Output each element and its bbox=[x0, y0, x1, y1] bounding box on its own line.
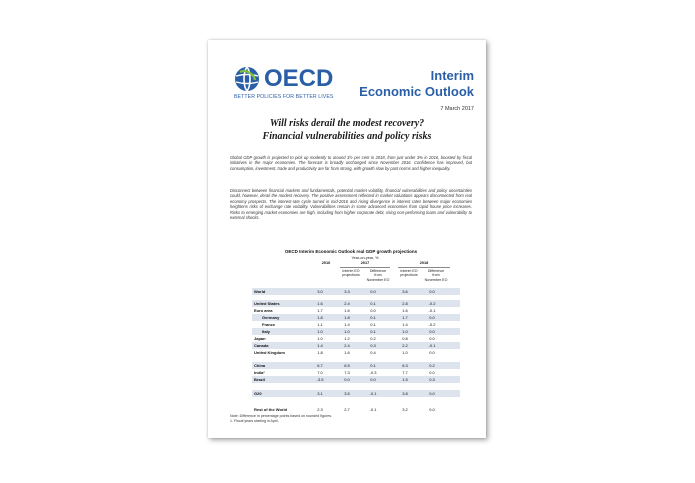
col-year-2017: 2017 bbox=[360, 261, 370, 265]
table-row: China 6.7 6.5 0.1 6.3 0.2 bbox=[252, 362, 460, 369]
col-diff-2017: Difference from November EO bbox=[366, 269, 390, 282]
report-title-line2: Economic Outlook bbox=[359, 84, 474, 99]
paragraph-2: Disconnect between financial markets and fundamentals, potential market volatility, financial vulnerabilities and policy uncertainties could, however, derail the modest recovery. The positive assessment reflected in market valuations appears disconnected from real economy prospects. The interest-rate cycle turned in mid-2016 and rising divergence in interest rates between major economies heightens risks of exchange rate volatility. Vulnerabilities remain in some advanced economies from rapid house price increases. Risks to emerging market economies are high, including from higher corporate debt, rising non-performing loans and vulnerability to external shocks. bbox=[230, 188, 472, 221]
report-title-line1: Interim bbox=[430, 68, 474, 83]
col-proj-2018: Interim EO projections bbox=[400, 269, 418, 278]
document-page bbox=[208, 40, 486, 438]
table-subtitle: Year-on-year, % bbox=[351, 256, 379, 260]
col-diff-2018: Difference from November EO bbox=[424, 269, 448, 282]
col-year-2016: 2016 bbox=[321, 261, 331, 265]
table-title: OECD Interim Economic Outlook real GDP growth projections bbox=[284, 249, 418, 254]
table-row: Rest of the World 2.3 2.7 -0.1 3.2 0.0 bbox=[254, 407, 435, 413]
table-row: Canada 1.4 2.4 0.3 2.2 -0.1 bbox=[252, 342, 460, 349]
col-year-2018: 2018 bbox=[419, 261, 429, 265]
table-row: G20 3.1 3.5 -0.1 3.8 0.0 bbox=[252, 390, 460, 397]
table-row: India¹ 7.0 7.3 -0.3 7.7 0.0 bbox=[254, 370, 435, 376]
paragraph-1: Global GDP growth is projected to pick up modestly to around 3½ per cent in 2018, from just under 3% in 2016, boosted by fiscal initiatives in the major economies. The forecast is broadly unchanged since November 2016. Confidence has improved, but consumption, investment, trade and productivity are far from strong, with growth slow by past norms and higher inequality. bbox=[230, 155, 472, 171]
oecd-logo bbox=[234, 66, 344, 104]
table-row: Germany 1.8 1.8 0.1 1.7 0.0 bbox=[252, 314, 460, 321]
oecd-globe-icon bbox=[234, 66, 260, 92]
header-rule-2017 bbox=[340, 267, 390, 268]
report-date: 7 March 2017 bbox=[440, 106, 474, 112]
table-note: Note: Difference in percentage points based on rounded figures. bbox=[230, 414, 333, 418]
table-row: Italy 1.0 1.0 0.1 1.0 0.0 bbox=[252, 328, 460, 335]
headline-line1: Will risks derail the modest recovery? bbox=[269, 118, 425, 129]
table-row: Japan 1.0 1.2 0.2 0.8 0.0 bbox=[254, 336, 435, 342]
report-title bbox=[359, 68, 474, 100]
headline bbox=[218, 118, 476, 143]
logo-wordmark: OECD bbox=[264, 65, 334, 92]
table-row: Euro area 1.7 1.6 0.0 1.6 -0.1 bbox=[254, 308, 436, 314]
table-row: World 3.0 3.3 0.0 3.6 0.0 bbox=[252, 288, 460, 295]
headline-line2: Financial vulnerabilities and policy risks bbox=[262, 130, 432, 142]
col-proj-2017: Interim EO projections bbox=[342, 269, 360, 278]
table-row: France 1.1 1.4 0.1 1.4 -0.2 bbox=[262, 322, 436, 328]
logo-tagline: BETTER POLICIES FOR BETTER LIVES bbox=[234, 94, 334, 100]
header-rule-2018 bbox=[398, 267, 450, 268]
table-row: Brazil -3.5 0.0 0.0 1.5 0.3 bbox=[252, 376, 460, 383]
table-row: United Kingdom 1.8 1.6 0.4 1.0 0.0 bbox=[254, 350, 435, 356]
table-footnote: 1. Fiscal years starting in April. bbox=[230, 419, 279, 423]
table-row: United States 1.6 2.4 0.1 2.8 -0.2 bbox=[252, 300, 460, 307]
